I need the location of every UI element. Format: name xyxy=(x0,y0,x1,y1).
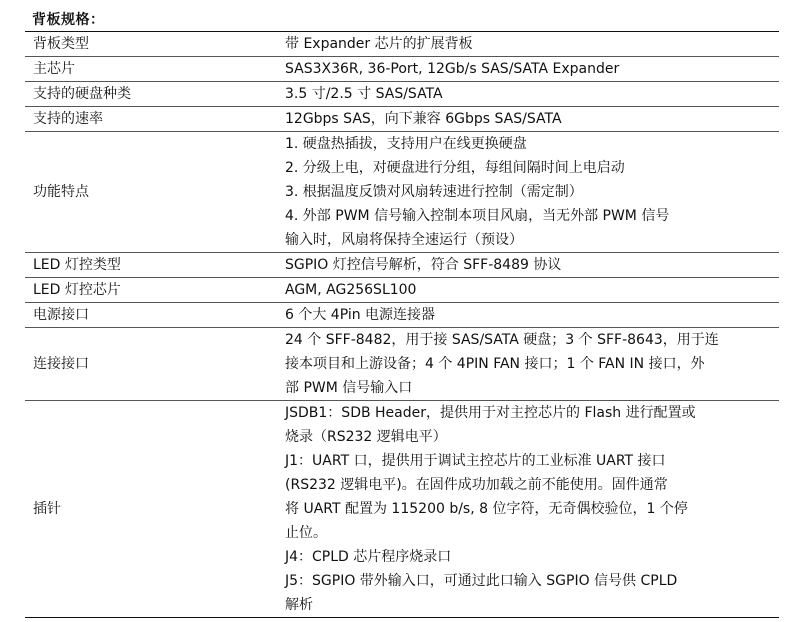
feature-line: 1. 硬盘热插拔，支持用户在线更换硬盘 xyxy=(285,136,527,152)
row-value: 6 个大 4Pin 电源连接器 xyxy=(277,303,779,328)
header-pin-line: (RS232 逻辑电平)。在固件成功加载之前不能使用。固件通常 xyxy=(285,477,668,493)
table-row xyxy=(25,278,779,303)
table-row xyxy=(25,32,779,57)
header-pin-line: J4：CPLD 芯片程序烧录口 xyxy=(285,549,452,565)
row-label: 功能特点 xyxy=(25,132,277,253)
header-pin-line: JSDB1：SDB Header，提供用于对主控芯片的 Flash 进行配置或 xyxy=(285,405,696,421)
header-pin-line: 将 UART 配置为 115200 b/s, 8 位字符，无奇偶校验位，1 个停 xyxy=(285,501,688,517)
feature-line: 2. 分级上电，对硬盘进行分组，每组间隔时间上电启动 xyxy=(285,160,625,176)
row-value: 3.5 寸/2.5 寸 SAS/SATA xyxy=(277,82,779,107)
row-value: AGM, AG256SL100 xyxy=(277,278,779,303)
row-label: 插针 xyxy=(25,401,277,618)
row-label: 连接接口 xyxy=(25,328,277,401)
section-title: 背板规格： xyxy=(32,12,105,28)
row-value xyxy=(277,132,779,253)
row-label: 电源接口 xyxy=(25,303,277,328)
header-pin-line: 解析 xyxy=(285,597,313,613)
table-row xyxy=(25,132,779,253)
connector-line: 部 PWM 信号输入口 xyxy=(285,380,413,396)
table-row xyxy=(25,303,779,328)
connector-line: 接本项目和上游设备；4 个 4PIN FAN 接口；1 个 FAN IN 接口，外 xyxy=(285,356,705,372)
row-value: SGPIO 灯控信号解析，符合 SFF-8489 协议 xyxy=(277,253,779,278)
header-pin-line: J5：SGPIO 带外输入口，可通过此口输入 SGPIO 信号供 CPLD xyxy=(285,573,678,589)
row-label: LED 灯控类型 xyxy=(25,253,277,278)
table-row xyxy=(25,107,779,132)
row-label: LED 灯控芯片 xyxy=(25,278,277,303)
header-pin-line: J1：UART 口，提供用于调试主控芯片的工业标准 UART 接口 xyxy=(285,453,666,469)
row-label: 支持的速率 xyxy=(25,107,277,132)
row-label: 支持的硬盘种类 xyxy=(25,82,277,107)
spec-table xyxy=(25,31,779,618)
header-pin-line: 烧录（RS232 逻辑电平） xyxy=(285,429,447,445)
feature-line: 4. 外部 PWM 信号输入控制本项目风扇，当无外部 PWM 信号 xyxy=(285,208,670,224)
row-label: 背板类型 xyxy=(25,32,277,57)
table-row xyxy=(25,253,779,278)
table-row xyxy=(25,328,779,401)
feature-line: 3. 根据温度反馈对风扇转速进行控制（需定制） xyxy=(285,184,583,200)
header-pin-line: 止位。 xyxy=(285,525,327,541)
table-row xyxy=(25,401,779,618)
connector-line: 24 个 SFF-8482，用于接 SAS/SATA 硬盘；3 个 SFF-8643，用于连 xyxy=(285,332,719,348)
row-value xyxy=(277,401,779,618)
row-value: 12Gbps SAS，向下兼容 6Gbps SAS/SATA xyxy=(277,107,779,132)
row-value: 带 Expander 芯片的扩展背板 xyxy=(277,32,779,57)
table-row xyxy=(25,82,779,107)
table-row xyxy=(25,57,779,82)
row-value: SAS3X36R, 36-Port, 12Gb/s SAS/SATA Expander xyxy=(277,57,779,82)
feature-line: 输入时，风扇将保持全速运行（预设） xyxy=(285,232,523,248)
row-value xyxy=(277,328,779,401)
row-label: 主芯片 xyxy=(25,57,277,82)
